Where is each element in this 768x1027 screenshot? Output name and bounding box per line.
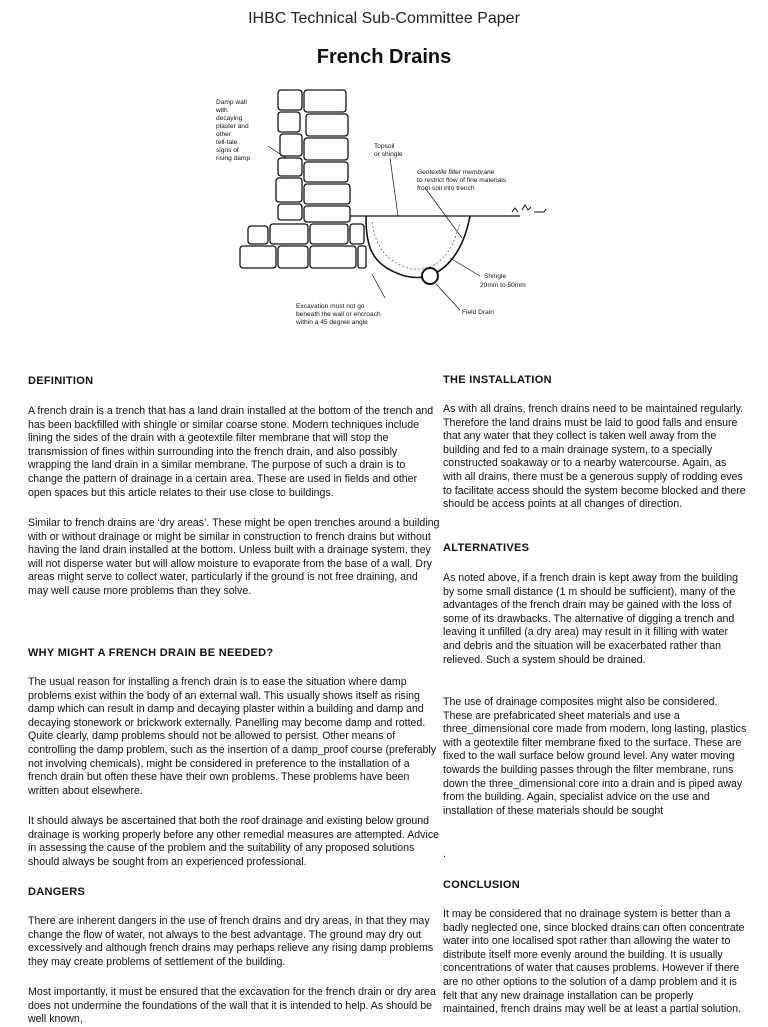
label-damp-wall-4: plaster and bbox=[216, 123, 249, 130]
alternatives-p2-wrap bbox=[443, 696, 748, 818]
why-paragraph-2: It should always be ascertained that both the roof drainage and existing below ground drainage is working properly before any other remedial measures are attempted. Advice in assessing the cause of the problem and the suitability of any proposed solutions should always be sought from an experienced professional. bbox=[28, 815, 440, 868]
alternatives-paragraph-3: . bbox=[443, 848, 446, 860]
label-damp-wall-1: Damp wall bbox=[216, 99, 247, 106]
why-p2-wrap bbox=[28, 815, 440, 869]
why-p1-wrap bbox=[28, 676, 440, 798]
dangers-paragraph-1: There are inherent dangers in the use of french drains and dry areas, in that they may change the flow of water, not always to the best advantage. The ground may dry out excessively and although french drains may perhaps relieve any rising damp problems they may create problems of settlement of the building. bbox=[28, 915, 434, 968]
label-damp-wall-6: tell-tale bbox=[216, 139, 238, 146]
dangers-section bbox=[28, 886, 440, 898]
installation-section bbox=[443, 374, 748, 386]
dangers-heading: DANGERS bbox=[28, 886, 86, 898]
label-geotextile-1: Geotextile filter membrane bbox=[417, 169, 495, 176]
conclusion-heading: CONCLUSION bbox=[443, 879, 520, 891]
dangers-p2-wrap bbox=[28, 986, 440, 1027]
why-paragraph-1: The usual reason for installing a french drain is to ease the situation where damp problems exist within the body of an external wall. This usually shows itself as rising damp which can result in damp and decaying plaster within a building and damp and decaying stonework or brickwork externally. Panelling may become damp and rotted. Quite clearly, damp problems should not be allowed to persist. Other means of controlling the damp problem, such as the insertion of a damp_proof course (preferably not involving chemicals), might be considered in preference to the installation of a french drain but often these have their own problems. These problems have been written about elsewhere. bbox=[28, 676, 437, 797]
label-shingle-1: Shingle bbox=[484, 273, 506, 280]
installation-paragraph-1: As with all drains, french drains need to be maintained regularly. Therefore the land drains must be laid to good falls and ensure that any water that they collect is taken well away from the building and fed to a main drainage system, to a specially constructed soakaway or to a nearby watercourse. Again, as with all drains, there must be a generous supply of rodding eves to facilitate access should the system become blocked and there should be access points at all changes of direction. bbox=[443, 403, 746, 511]
conclusion-section bbox=[443, 879, 748, 891]
conclusion-paragraph-1: It may be considered that no drainage system is better than a badly neglected one, since blocked drains can often concentrate water into one localised spot rather than allowing the water to distribute itself more evenly around the building. It is usually concentrations of water that causes problems. However if there are no other options to the solution of a damp problem and it is felt that any new drainage installation can be properly maintained, french drains may well be at least a partial solution. bbox=[443, 908, 745, 1016]
label-damp-wall-2: with bbox=[216, 107, 228, 114]
label-geotextile-3: from soil into trench bbox=[417, 185, 475, 192]
conclusion-p1-wrap bbox=[443, 908, 748, 1017]
alternatives-paragraph-1: As noted above, if a french drain is kept away from the building by some small distance (1 m should be sufficient), many of the advantages of the french drain may be gained with the loss of some of its drawbacks. The alternative of digging a trench and leaving it unfilled (a dry area) may result in it filling with water and debris and the situation will be exacerbated rather than relieved. Such a system should be drained. bbox=[443, 572, 739, 666]
paper-series-header: IHBC Technical Sub-Committee Paper bbox=[248, 10, 520, 27]
page-title: French Drains bbox=[316, 46, 452, 68]
label-shingle-2: 20mm to 50mm bbox=[480, 282, 526, 289]
definition-section bbox=[28, 375, 440, 387]
label-excavation-1: Excavation must not go bbox=[296, 303, 365, 310]
label-damp-wall-3: decaying bbox=[216, 115, 243, 122]
alternatives-heading: ALTERNATIVES bbox=[443, 542, 530, 554]
installation-p1-wrap bbox=[443, 403, 748, 512]
label-damp-wall-7: signs of bbox=[216, 147, 239, 154]
alternatives-paragraph-2: The use of drainage composites might also be considered. These are prefabricated sheet materials and use a three_dimensional core made from modern, long lasting, plastics with a geotextile filter membrane fixed to the surface. These are fixed to the wall surface below ground level. Any water moving towards the building passes through the filter membrane, runs down the three_dimensional core into a drain and is piped away from the building. Again, specialist advice on the use and installation of these materials should be sought bbox=[443, 696, 747, 817]
label-damp-wall-5: other bbox=[216, 131, 232, 138]
alternatives-p1-wrap bbox=[443, 572, 748, 667]
definition-paragraph-2: Similar to french drains are ‘dry areas’. These might be open trenches around a building with or without drainage or might be similar in construction to french drains but without having the land drain installed at the bottom. Unless built with a drainage system, they will not disperse water but will allow moisture to evaporate from the base of a wall. Dry areas might serve to collect water, particularly if the ground is not free draining, and may well cause more problems than they solve. bbox=[28, 517, 440, 597]
label-excavation-2: beneath the wall or encroach bbox=[296, 311, 381, 318]
dangers-p1-wrap bbox=[28, 915, 440, 969]
definition-p1-wrap bbox=[28, 405, 440, 500]
definition-p2-wrap bbox=[28, 517, 440, 599]
label-excavation-3: within a 45 degree angle bbox=[296, 319, 368, 326]
why-heading: WHY MIGHT A FRENCH DRAIN BE NEEDED? bbox=[28, 647, 274, 659]
alternatives-p3-wrap bbox=[443, 848, 748, 862]
label-topsoil-2: or shingle bbox=[374, 151, 403, 158]
label-damp-wall-8: rising damp bbox=[216, 155, 251, 162]
alternatives-section bbox=[443, 542, 748, 554]
definition-heading: DEFINITION bbox=[28, 375, 94, 387]
definition-paragraph-1: A french drain is a trench that has a land drain installed at the bottom of the trench and has been backfilled with shingle or similar coarse stone. Modern techniques include lining the sides of the drain with a geotextile filter membrane that will stop the transmission of fines within surrounding into the french drain, and also possibly wrapping the land drain in a similar membrane. The purpose of such a drain is to change the pattern of drainage in a certain area. These are used in fields and other open spaces but this article relates to their use close to buildings. bbox=[28, 405, 434, 499]
installation-heading: THE INSTALLATION bbox=[443, 374, 552, 386]
label-field-drain: Field Drain bbox=[462, 309, 494, 316]
why-section bbox=[28, 647, 440, 659]
french-drain-diagram bbox=[200, 88, 570, 350]
dangers-paragraph-2: Most importantly, it must be ensured that the excavation for the french drain or dry area does not undermine the foundations of the wall that it is intended to help. As should be well known, bbox=[28, 986, 436, 1026]
label-topsoil-1: Topsoil bbox=[374, 143, 395, 150]
diagram-svg bbox=[200, 88, 570, 350]
label-geotextile-2: to restrict flow of fine materials bbox=[417, 177, 507, 184]
